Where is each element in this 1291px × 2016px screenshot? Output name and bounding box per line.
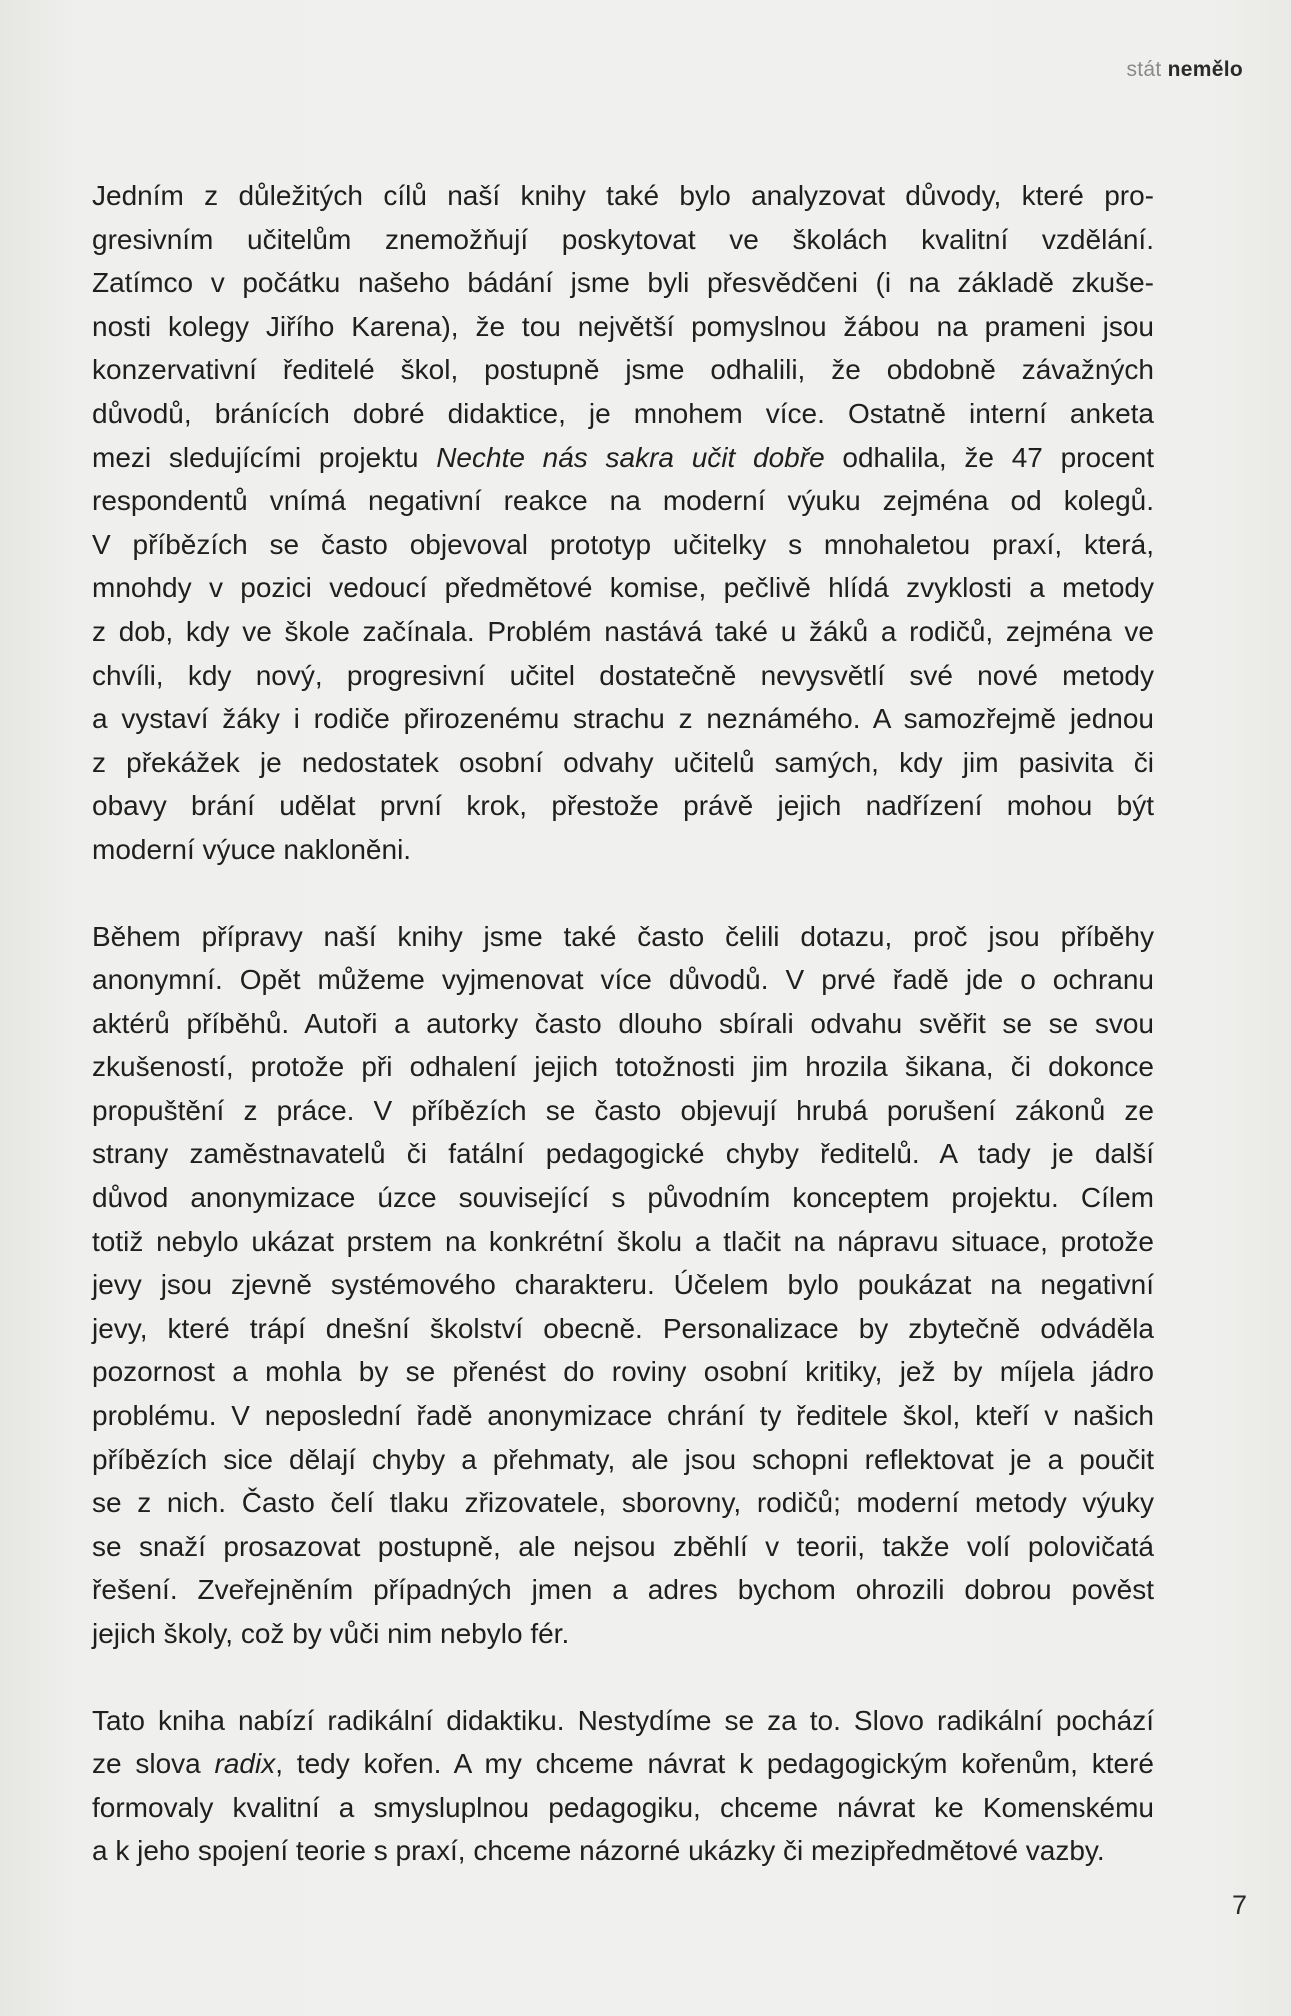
text-line: propuštění z práce. V příbězích se často objevují hrubá porušení zákonů ze <box>92 1094 1154 1126</box>
running-header-light: stát <box>1126 58 1162 81</box>
text-line: problému. V neposlední řadě anonymizace chrání ty ředitele škol, kteří v našich <box>92 1400 1154 1432</box>
text-line: mezi sledujícími projektu Nechte nás sakra učit dobře odhalila, že 47 procent <box>92 441 1154 473</box>
body-text <box>92 174 1154 1873</box>
paragraph-1 <box>92 174 1154 872</box>
text-line: jevy, které trápí dnešní školství obecně. Personalizace by zbytečně odváděla <box>92 1312 1154 1344</box>
text-line: jejich školy, což by vůči nim nebylo fér. <box>92 1618 570 1649</box>
running-header <box>1126 58 1243 82</box>
text-line: konzervativní ředitelé škol, postupně jsme odhalili, že obdobně závažných <box>92 354 1154 386</box>
text-line: Během přípravy naší knihy jsme také často čelili dotazu, proč jsou příběhy <box>92 920 1154 952</box>
paragraph-2 <box>92 915 1154 1656</box>
text-line: z dob, kdy ve škole začínala. Problém nastává také u žáků a rodičů, zejména ve <box>92 615 1154 647</box>
text-line: Jedním z důležitých cílů naší knihy také bylo analyzovat důvody, které pro- <box>92 180 1154 211</box>
text-line: gresivním učitelům znemožňují poskytovat ve školách kvalitní vzdělání. <box>92 223 1154 255</box>
text-line: a k jeho spojení teorie s praxí, chceme názorné ukázky či mezipředmětové vazby. <box>92 1835 1105 1867</box>
page-number: 7 <box>1231 1890 1247 1920</box>
text-line: chvíli, kdy nový, progresivní učitel dostatečně nevysvětlí své nové metody <box>92 659 1154 691</box>
text-line: mnohdy v pozici vedoucí předmětové komise, pečlivě hlídá zvyklosti a metody <box>92 572 1154 604</box>
text-line: důvod anonymizace úzce související s původním konceptem projektu. Cílem <box>92 1182 1154 1214</box>
text-line: formovaly kvalitní a smysluplnou pedagogiku, chceme návrat ke Komenskému <box>92 1791 1154 1823</box>
text-line: Tato kniha nabízí radikální didaktiku. Nestydíme se za to. Slovo radikální pochází <box>92 1704 1154 1736</box>
text-line: se z nich. Často čelí tlaku zřizovatele, sborovny, rodičů; moderní metody výuky <box>92 1487 1154 1519</box>
text-line: aktérů příběhů. Autoři a autorky často dlouho sbírali odvahu svěřit se se svou <box>92 1007 1154 1039</box>
text-line: důvodů, bránících dobré didaktice, je mnohem více. Ostatně interní anketa <box>92 397 1154 429</box>
text-line: Zatímco v počátku našeho bádání jsme byli přesvědčeni (i na základě zkuše- <box>92 267 1154 299</box>
paragraph-3 <box>92 1699 1154 1873</box>
text-line: se snaží prosazovat postupně, ale nejsou zběhlí v teorii, takže volí polovičatá <box>92 1530 1154 1562</box>
text-line: totiž nebylo ukázat prstem na konkrétní školu a tlačit na nápravu situace, protože <box>92 1225 1154 1257</box>
italic-phrase: radix <box>214 1748 276 1780</box>
text-line: ze slova radix, tedy kořen. A my chceme návrat k pedagogickým kořenům, které <box>92 1748 1154 1780</box>
text-line: příbězích sice dělají chyby a přehmaty, ale jsou schopni reflektovat je a poučit <box>92 1443 1154 1475</box>
text-line: nosti kolegy Jiřího Karena), že tou největší pomyslnou žábou na prameni jsou <box>92 310 1154 342</box>
text-line: z překážek je nedostatek osobní odvahy učitelů samých, kdy jim pasivita či <box>92 746 1154 778</box>
text-line: respondentů vnímá negativní reakce na moderní výuku zejména od kolegů. <box>92 485 1154 517</box>
text-line: moderní výuce nakloněni. <box>92 833 412 865</box>
text-line: strany zaměstnavatelů či fatální pedagogické chyby ředitelů. A tady je další <box>92 1138 1154 1170</box>
text-line: anonymní. Opět můžeme vyjmenovat více důvodů. V prvé řadě jde o ochranu <box>92 964 1154 996</box>
running-header-bold: nemělo <box>1167 58 1243 81</box>
text-line: pozornost a mohla by se přenést do roviny osobní kritiky, jež by míjela jádro <box>92 1356 1154 1388</box>
text-line: obavy brání udělat první krok, přestože právě jejich nadřízení mohou být <box>92 790 1154 822</box>
italic-phrase: Nechte nás sakra učit dobře <box>436 441 825 473</box>
text-line: jevy jsou zjevně systémového charakteru. Účelem bylo poukázat na negativní <box>92 1269 1154 1301</box>
text-line: V příbězích se často objevoval prototyp učitelky s mnohaletou praxí, která, <box>92 528 1154 560</box>
text-line: řešení. Zveřejněním případných jmen a adres bychom ohrozili dobrou pověst <box>92 1574 1154 1606</box>
text-line: a vystaví žáky i rodiče přirozenému strachu z neznámého. A samozřejmě jednou <box>92 703 1154 735</box>
text-line: zkušeností, protože při odhalení jejich totožnosti jim hrozila šikana, či dokonce <box>92 1051 1154 1083</box>
